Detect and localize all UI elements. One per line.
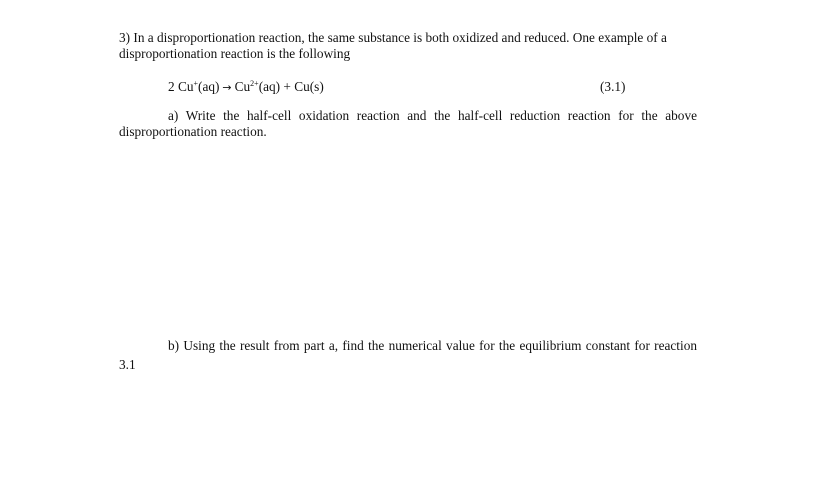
intro-line-2: disproportionation reaction is the following [119,46,351,61]
reaction-arrow-icon: → [222,81,232,94]
part-a [119,108,697,140]
part-b-line-1: b) Using the result from part a, find the numerical value for the equilibrium constant for reaction [168,338,697,353]
product-ion: Cu [234,79,251,94]
equation-row [168,79,628,95]
part-a-line-2: disproportionation reaction. [119,124,267,139]
question-intro [119,30,697,62]
part-a-line-1: a) Write the half-cell oxidation reaction and the half-cell reduction reaction for the above [168,108,697,123]
reactant: 2 Cu [168,79,194,94]
part-b-line-2: 3.1 [119,357,136,372]
product-rest: (aq) + Cu(s) [258,79,324,94]
reaction-equation [168,79,324,96]
reactant-charge: + [193,79,199,88]
part-b [119,338,697,373]
product-ion-charge: 2+ [250,79,259,88]
intro-line-1: 3) In a disproportionation reaction, the same substance is both oxidized and reduced. One example of a [119,30,667,45]
reactant-state: (aq) [198,79,220,94]
equation-number: (3.1) [600,79,626,94]
